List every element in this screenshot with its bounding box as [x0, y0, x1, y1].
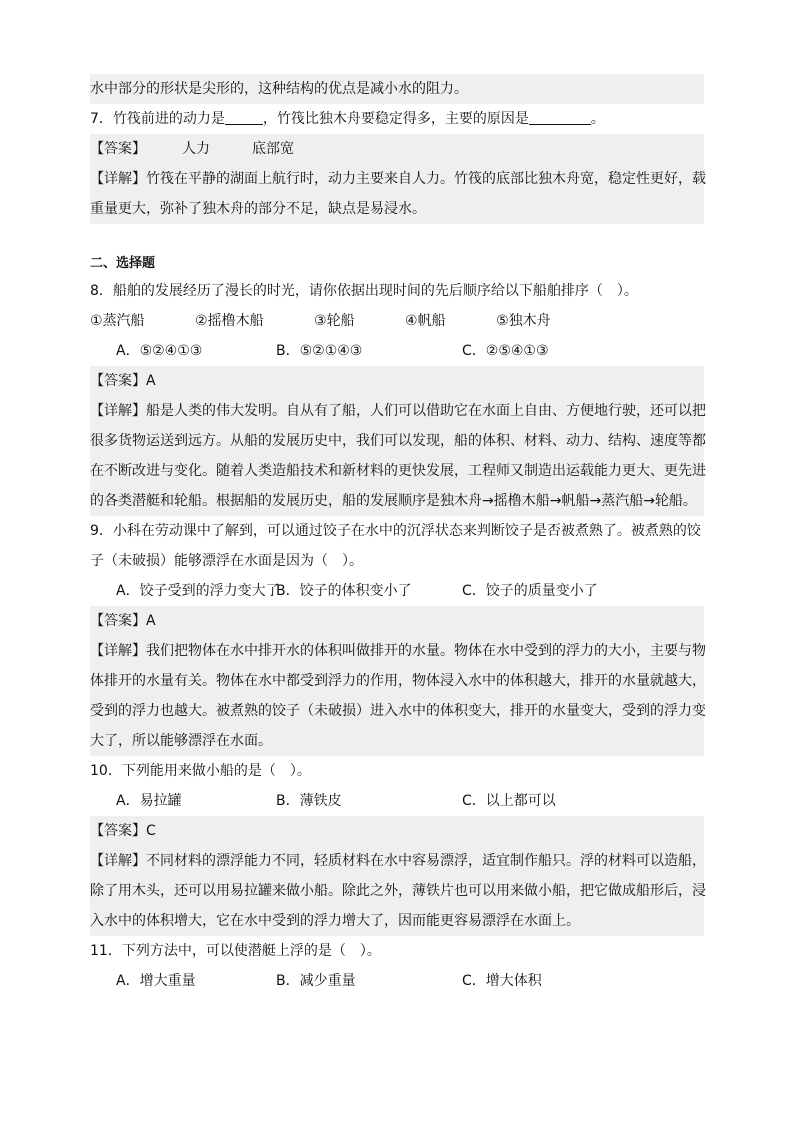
q11-option-a: A．增大重量 [116, 973, 196, 989]
q8-detail-line-3: 在不断改进与变化。随着人类造船技术和新材料的更快发展，工程师又制造出运载能力更大、更先进 [90, 456, 704, 486]
q11-option-b: B．减少重量 [276, 973, 356, 989]
q8-option-c: C．②⑤④①③ [462, 343, 549, 359]
q10-stem: 10．下列能用来做小船的是（ ）。 [90, 763, 311, 779]
q8-detail-line-1: 【详解】船是人类的伟大发明。自从有了船，人们可以借助它在水面上自由、方便地行驶，还可以把 [90, 396, 704, 426]
q10-options [90, 786, 704, 816]
q8-items [90, 306, 704, 336]
q7-answer-label: 【答案】 [90, 141, 146, 157]
q10-detail-line-2: 除了用木头，还可以用易拉罐来做小船。除此之外，薄铁片也可以用来做小船，把它做成船形后，浸 [90, 876, 704, 906]
q7-detail-line-2: 重量更大，弥补了独木舟的部分不足，缺点是易浸水。 [90, 194, 704, 224]
q9-option-c: C．饺子的质量变小了 [462, 583, 598, 599]
q7-stem-part1: 7．竹筏前进的动力是 [90, 111, 225, 127]
q7-detail-line-1: 【详解】竹筏在平静的湖面上航行时，动力主要来自人力。竹筏的底部比独木舟宽，稳定性更好，载 [90, 164, 704, 194]
q8-detail-line-4: 的各类潜艇和轮船。根据船的发展历史，船的发展顺序是独木舟→摇橹木船→帆船→蒸汽船→轮船。 [90, 486, 704, 516]
q10-detail-line-1: 【详解】不同材料的漂浮能力不同，轻质材料在水中容易漂浮，适宜制作船只。浮的材料可以造船， [90, 846, 704, 876]
q9-options [90, 576, 704, 606]
q8-answer: 【答案】A [90, 366, 704, 396]
q7-answer [90, 134, 704, 164]
q11-option-c: C．增大体积 [462, 973, 542, 989]
document-page [90, 74, 704, 996]
q8-options [90, 336, 704, 366]
q8-item-1: ①蒸汽船 [90, 313, 145, 329]
q9-detail-line-3: 受到的浮力也越大。被煮熟的饺子（未破损）进入水中的体积变大，排开的水量变大，受到的浮力变 [90, 696, 704, 726]
q8-item-3: ③轮船 [314, 313, 355, 329]
q7-blank-2 [529, 108, 591, 125]
q8-option-b: B．⑤②①④③ [276, 343, 363, 359]
q8-detail-line-2: 很多货物运送到远方。从船的发展历史中，我们可以发现，船的体积、材料、动力、结构、速度等都 [90, 426, 704, 456]
q9-detail-line-2: 体排开的水量有关。物体在水中都受到浮力的作用，物体浸入水中的体积越大，排开的水量就越大， [90, 666, 704, 696]
q9-detail-line-4: 大了，所以能够漂浮在水面。 [90, 726, 704, 756]
q8-option-a: A．⑤②④①③ [116, 343, 203, 359]
q9-detail-line-1: 【详解】我们把物体在水中排开水的体积叫做排开的水量。物体在水中受到的浮力的大小，主要与物 [90, 636, 704, 666]
q9-stem-line-2: 子（未破损）能够漂浮在水面是因为（ ）。 [90, 553, 363, 569]
q8-stem: 8．船舶的发展经历了漫长的时光，请你依据出现时间的先后顺序给以下船舶排序（ ）。 [90, 283, 638, 299]
q10-option-b: B．薄铁皮 [276, 793, 342, 809]
q8-item-4: ④帆船 [405, 313, 446, 329]
q10-detail-line-3: 入水中的体积增大，它在水中受到的浮力增大了，因而能更容易漂浮在水面上。 [90, 906, 704, 936]
q9-stem-line-1: 9．小科在劳动课中了解到，可以通过饺子在水中的沉浮状态来判断饺子是否被煮熟了。被煮熟的饺 [90, 523, 701, 539]
section-2-title: 二、选择题 [90, 256, 156, 271]
q9-option-a: A．饺子受到的浮力变大了 [116, 583, 280, 599]
q10-answer: 【答案】C [90, 816, 704, 846]
q9-option-b: B．饺子的体积变小了 [276, 583, 412, 599]
q7-answer-1: 人力 [182, 141, 210, 157]
q7-answer-2: 底部宽 [252, 141, 294, 157]
q7-stem-part2: ，竹筏比独木舟要稳定得多，主要的原因是 [262, 111, 529, 127]
q6-explanation-tail: 水中部分的形状是尖形的，这种结构的优点是减小水的阻力。 [90, 74, 704, 104]
q8-item-5: ⑤独木舟 [496, 313, 551, 329]
q8-item-2: ②摇橹木船 [195, 313, 264, 329]
q10-option-c: C．以上都可以 [462, 793, 556, 809]
q7-stem-part3: 。 [590, 111, 605, 127]
question-7 [90, 104, 704, 134]
q11-options [90, 966, 704, 996]
q11-stem: 11．下列方法中，可以使潜艇上浮的是（ ）。 [90, 943, 381, 959]
q9-answer: 【答案】A [90, 606, 704, 636]
q10-option-a: A．易拉罐 [116, 793, 182, 809]
q7-blank-1 [225, 108, 263, 125]
